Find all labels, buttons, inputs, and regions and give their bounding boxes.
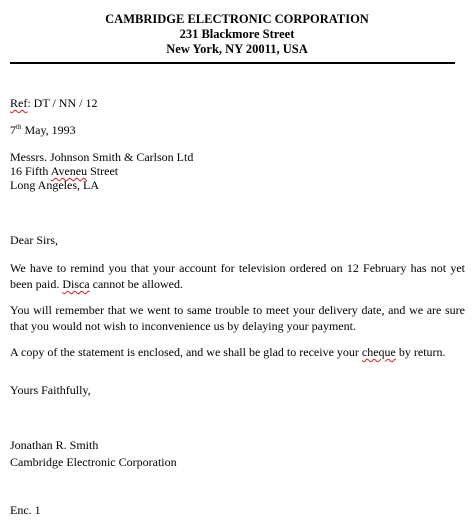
paragraph-1-flagged: Disca — [62, 277, 90, 291]
recipient-street-prefix: 16 Fifth — [10, 164, 51, 178]
paragraph-3-after: by return. — [395, 345, 446, 359]
reference-prefix: Ref — [10, 96, 28, 110]
paragraph-1 — [10, 260, 465, 292]
recipient-street-suffix: Street — [87, 164, 119, 178]
company-city: New York, NY 20011, USA — [166, 42, 308, 56]
date-line — [10, 123, 76, 138]
header-rule — [10, 62, 455, 64]
date-suffix: th — [16, 123, 22, 131]
company-name: CAMBRIDGE ELECTRONIC CORPORATION — [105, 12, 369, 26]
paragraph-2: You will remember that we went to same trouble to meet your delivery date, and we are sure that you would not wish to inconvenience us by delaying your payment. — [10, 303, 465, 333]
paragraph-3 — [10, 344, 465, 360]
paragraph-1-before: We have to remind you that your account for television ordered on 12 February has not yet been paid. — [10, 261, 465, 291]
recipient-line-1: Messrs. Johnson Smith & Carlson Ltd — [10, 150, 194, 164]
paragraph-3-flagged: cheque — [361, 345, 396, 359]
date-day: 7 — [10, 123, 16, 137]
recipient-line-3: Long Angeles, LA — [10, 178, 99, 192]
paragraph-3-before: A copy of the statement is enclosed, and we shall be glad to receive your — [10, 345, 362, 359]
recipient-street-flagged: Aveneu — [50, 164, 88, 178]
recipient-line-2 — [10, 164, 118, 179]
reference-rest: : DT / NN / 12 — [27, 96, 98, 110]
paragraph-1-after: cannot be allowed. — [89, 277, 183, 291]
enclosure-note: Enc. 1 — [10, 503, 41, 517]
signature-company: Cambridge Electronic Corporation — [10, 455, 177, 469]
date-rest: May, 1993 — [21, 123, 76, 137]
signature-name: Jonathan R. Smith — [10, 438, 99, 452]
salutation: Dear Sirs, — [10, 233, 58, 247]
reference-line — [10, 96, 97, 111]
closing: Yours Faithfully, — [10, 383, 91, 397]
company-street: 231 Blackmore Street — [179, 27, 295, 41]
